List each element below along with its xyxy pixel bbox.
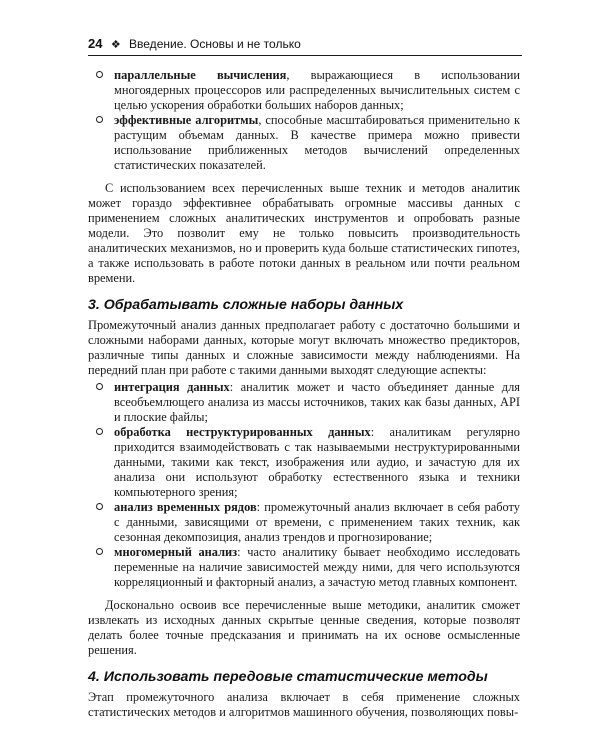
bullet-term: многомерный анализ: [114, 545, 238, 559]
bullet-term: анализ временных рядов: [114, 500, 257, 514]
section-heading: 3. Обрабатывать сложные наборы данных: [88, 297, 404, 313]
bullet-term: интеграция данных: [114, 380, 230, 394]
list-item: [88, 113, 520, 173]
ornament-icon: ❖: [110, 39, 121, 51]
bullet-text: : промежуточный анализ включает в себя работу с данными, зависящими от времени, с применением таких техник, как сезонная декомпозиция, анализ трендов и прогнозирование;: [114, 500, 521, 544]
list-item: [88, 500, 520, 545]
running-header: [88, 36, 518, 54]
bullet-term: эффективные алгоритмы: [114, 113, 259, 127]
bullet-text: : часто аналитику бывает необходимо исследовать переменные на наличие зависимостей между ними, для чего используются корреляционный и факторный анализ, а зачастую метод главных компонент.: [114, 545, 520, 589]
bullet-term: обработка неструктурированных данных: [114, 425, 371, 439]
bullet-text: , выражающиеся в использовании многоядерных процессоров или распределенных вычислительных систем с целью ускорения обработки больших наборов данных;: [114, 68, 520, 112]
paragraph: Этап промежуточного анализа включает в себя применение сложных статистических методов и алгоритмов машинного обучения, позволяющих повы-: [88, 690, 520, 719]
page-body: [88, 68, 520, 720]
paragraph: Досконально освоив все перечисленные выше методики, аналитик сможет извлекать из исходных данных скрытые ценные сведения, которые позволят делать более точные предсказания и принимать на их основе осмысленные решения.: [88, 598, 520, 657]
bullet-text: : аналитикам регулярно приходится взаимодействовать с так называемыми неструктурированными данными, такими как текст, изображения или аудио, и зачастую для их анализа они используют обработку естественного языка и техники компьютерного зрения;: [114, 425, 520, 499]
list-item: [88, 380, 520, 425]
section-heading: 4. Использовать передовые статистические методы: [88, 669, 488, 685]
list-item: [88, 425, 520, 500]
paragraph: С использованием всех перечисленных выше техник и методов аналитик может гораздо эффективнее обрабатывать огромные массивы данных с применением сложных аналитических инструментов и опробовать разные модели. Это позволит ему не только повысить производительность аналитических механизмов, но и проверить куда больше статистических гипотез, а также использовать в работе потоки данных в реальном или почти реальном времени.: [88, 181, 520, 285]
bullet-term: параллельные вычисления: [114, 68, 287, 82]
page-number: 24: [88, 36, 103, 51]
paragraph: Промежуточный анализ данных предполагает работу с достаточно большими и сложными наборами данных, которые могут включать множество предикторов, различные типы данных и сложные зависимости между наблюдениями. На передний план при работе с такими данными выходят следующие аспекты:: [88, 318, 520, 377]
list-item: [88, 68, 520, 113]
running-title: Введение. Основы и не только: [129, 37, 301, 51]
bullet-text: , способные масштабироваться применительно к растущим объемам данных. В качестве примера можно привести использование приближенных методов вычислений определенных статистических показателей.: [114, 113, 520, 172]
header-rule: [88, 55, 522, 56]
bullet-text: : аналитик может и часто объединяет данные для всеобъемлющего анализа из массы источников, таких как базы данных, API и плоские файлы;: [114, 380, 520, 424]
list-item: [88, 545, 520, 590]
